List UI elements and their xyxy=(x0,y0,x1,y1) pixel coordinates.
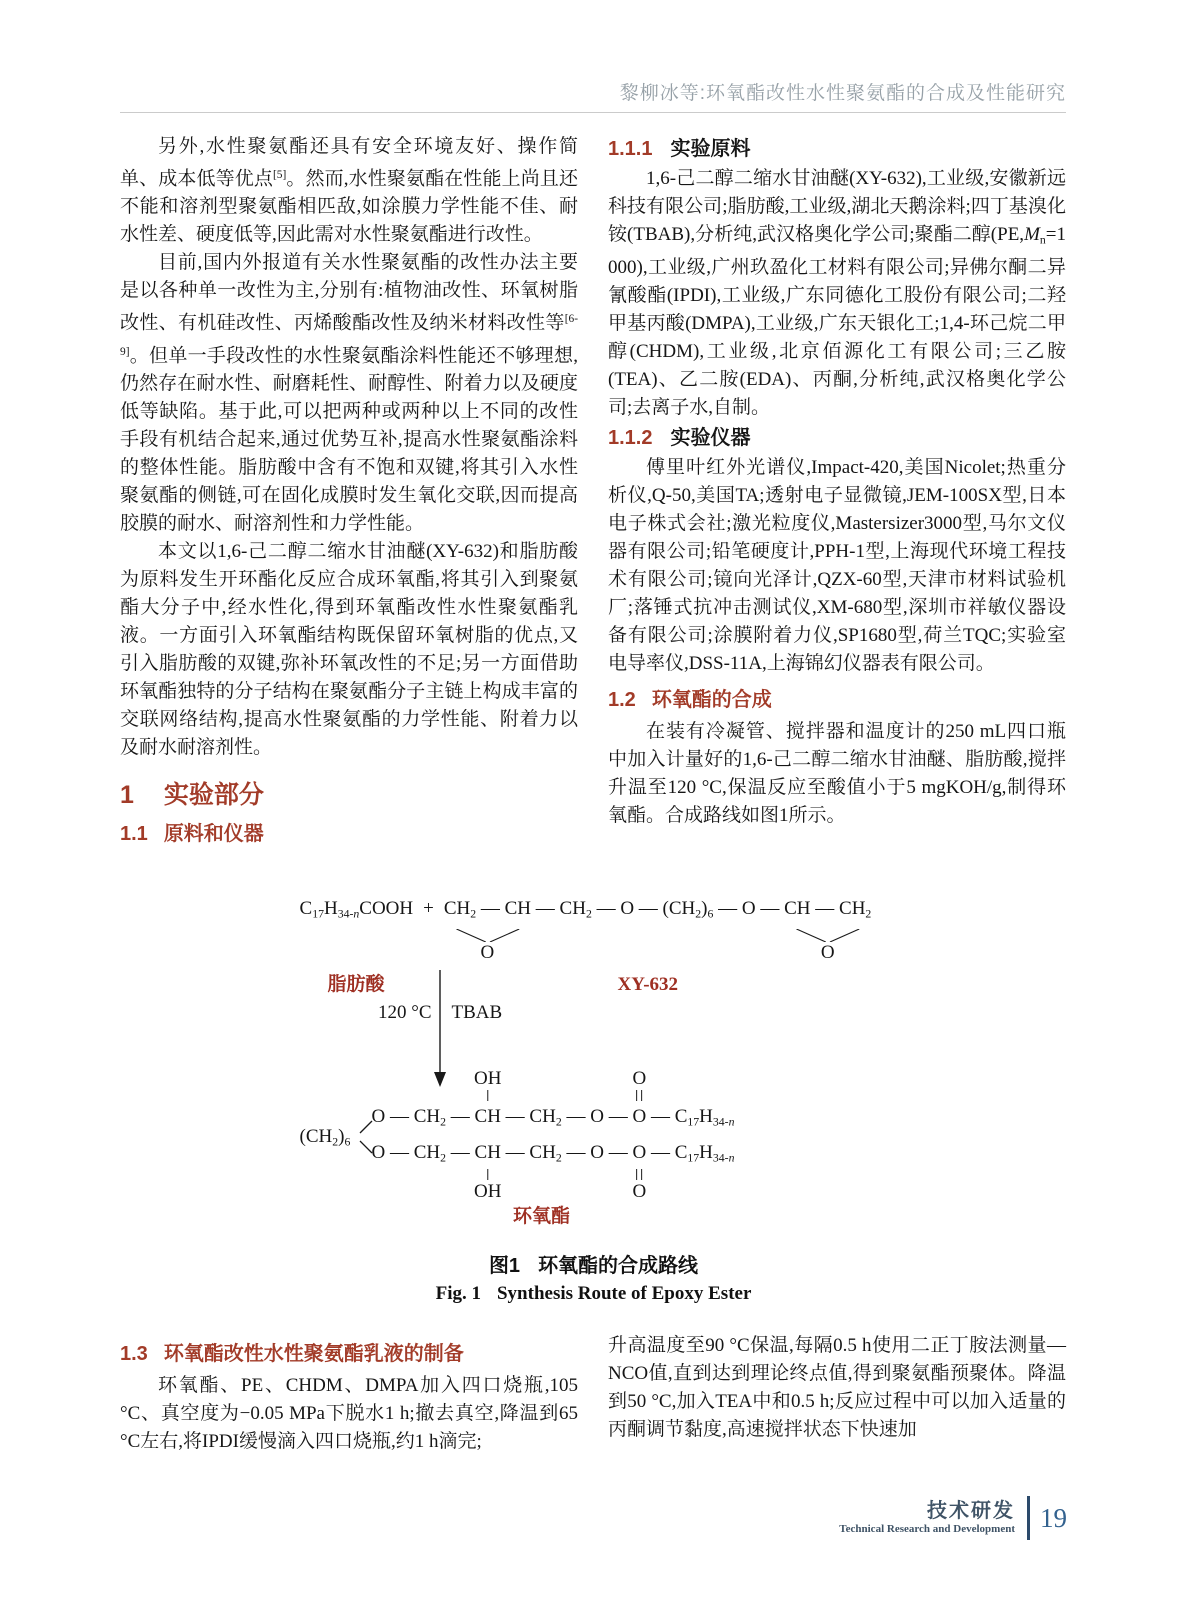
subsection-number: 1.1 xyxy=(120,822,148,845)
ester-oxygen: O xyxy=(632,1142,647,1163)
running-head: 黎柳冰等:环氧酯改性水性聚氨酯的合成及性能研究 xyxy=(619,83,1066,104)
ester-with-carbonyl xyxy=(632,1140,647,1202)
subsubsection-heading-instruments xyxy=(608,424,1066,452)
reaction-temperature: 120 °C xyxy=(377,1002,432,1023)
product-top-chain xyxy=(371,1068,735,1135)
paragraph-intro-advantages: 另外,水性聚氨酯还具有安全环境友好、操作简单、成本低等优点[5]。然而,水性聚氨酯在性能上尚且还不能和溶剂型聚氨酯相匹敌,如涂膜力学性能不佳、耐水性差、硬度低等,因此需对水性聚氨酯进行改性。 xyxy=(120,136,578,246)
ch-atom: CH xyxy=(474,1142,501,1163)
reactants-row xyxy=(299,896,872,964)
header-divider xyxy=(120,112,1066,113)
epoxide-bond-lines xyxy=(793,929,863,942)
carbonyl-oxygen: O xyxy=(632,1068,647,1089)
chain-mid: — CH2 — O — xyxy=(500,1142,633,1165)
figure-title-zh: 环氧酯的合成路线 xyxy=(538,1255,699,1277)
carbonyl-oxygen: O xyxy=(632,1181,647,1202)
page-footer xyxy=(839,1496,1067,1540)
ch-with-hydroxyl xyxy=(473,1140,502,1202)
figure1 xyxy=(0,888,1187,1305)
paragraph-modification-methods: 目前,国内外报道有关水性聚氨酯的改性办法主要是以各种单一改性为主,分别有:植物油改性、环氧树脂改性、有机硅改性、丙烯酸酯改性及纳米材料改性等[6-9]。但单一手段改性的水性聚氨酯涂料性能还不够理想,仍然存在耐水性、耐磨耗性、耐醇性、附着力以及硬度低等缺陷。基于此,可以把两种或两种以上不同的改性手段有机结合起来,通过优势互补,提高水性聚氨酯涂料的整体性能。脂肪酸中含有不饱和双键,将其引入水性聚氨酯的侧链,可在固化成膜时发生氧化交联,因而提高胶膜的耐水、耐溶剂性和力学性能。 xyxy=(120,252,578,534)
subsubsection-title: 实验原料 xyxy=(670,138,751,160)
subsection-number: 1.3 xyxy=(120,1343,148,1365)
paragraph-preparation-right: 升高温度至90 °C保温,每隔0.5 h使用二正丁胺法测量—NCO值,直到达到理论终点值,得到聚氨酯预聚体。降温到50 °C,加入TEA中和0.5 h;反应过程中可以加入适量的丙酮调节黏度,高速搅拌状态下快速加 xyxy=(608,1335,1066,1440)
left-column xyxy=(120,133,578,852)
product-bottom-chain xyxy=(371,1140,735,1202)
bottom-columns xyxy=(120,1332,1066,1456)
footer-divider-bar xyxy=(1027,1496,1030,1540)
subsection-title: 环氧酯的合成 xyxy=(651,689,772,712)
epoxide-left-atoms: CH2 — CH xyxy=(443,898,532,921)
hydroxyl-label: OH xyxy=(473,1181,502,1202)
ch-with-hydroxyl xyxy=(473,1068,502,1130)
epoxide-group-left xyxy=(443,896,532,964)
product-label: 环氧酯 xyxy=(512,1206,570,1227)
hexylene-group: (CH2)6 xyxy=(299,1126,351,1149)
ester-with-carbonyl xyxy=(632,1068,647,1130)
subsection-heading-epoxy-ester-synthesis xyxy=(608,686,1066,714)
footer-section-en: Technical Research and Development xyxy=(839,1523,1015,1535)
subsection-title: 原料和仪器 xyxy=(163,822,264,845)
footer-section-zh: 技术研发 xyxy=(927,1500,1015,1522)
paragraph-preparation-left: 环氧酯、PE、CHDM、DMPA加入四口烧瓶,105 °C、真空度为−0.05 MPa下脱水1 h;撤去真空,降温到65 °C左右,将IPDI缓慢滴入四口烧瓶,约1 h滴完; xyxy=(120,1375,578,1452)
subsection-heading-emulsion-preparation xyxy=(120,1340,578,1368)
double-bond xyxy=(636,1169,642,1180)
subsection-heading-materials-instruments xyxy=(120,820,578,848)
chain-middle: — CH2 — O — (CH2)6 — O — xyxy=(531,898,785,921)
figure-label-zh: 图1 xyxy=(488,1255,521,1277)
figure-label-en: Fig. 1 xyxy=(435,1283,481,1304)
xy632-label: XY-632 xyxy=(617,974,679,995)
chain-end: — C17H34-n xyxy=(646,1106,735,1129)
epoxide-group-right xyxy=(784,896,872,964)
plus-sign: + xyxy=(423,898,434,919)
hydroxyl-label: OH xyxy=(473,1068,502,1089)
subsubsection-title: 实验仪器 xyxy=(670,427,751,450)
carbonyl-attachment xyxy=(632,1069,646,1103)
hydroxyl-attachment xyxy=(474,1069,501,1103)
single-bond xyxy=(487,1090,488,1101)
figure1-caption-en xyxy=(0,1283,1187,1305)
double-bond xyxy=(636,1090,642,1101)
single-bond xyxy=(487,1169,488,1180)
subsection-number: 1.2 xyxy=(608,689,636,712)
page-number: 19 xyxy=(1040,1502,1067,1533)
subsubsection-number: 1.1.1 xyxy=(608,138,653,160)
chain-end: — C17H34-n xyxy=(646,1142,735,1165)
hydroxyl-attachment xyxy=(474,1167,501,1201)
fatty-acid-label: 脂肪酸 xyxy=(327,974,385,995)
carbonyl-attachment xyxy=(632,1167,646,1201)
body-columns xyxy=(120,133,1066,852)
bottom-right-column xyxy=(608,1332,1066,1456)
catalyst-label: TBAB xyxy=(451,1002,503,1023)
chain-mid: — CH2 — O — xyxy=(500,1106,633,1129)
figure-title-en: Synthesis Route of Epoxy Ester xyxy=(496,1283,752,1304)
chain-pre: O — CH2 — xyxy=(371,1106,475,1129)
bottom-left-column xyxy=(120,1332,578,1456)
subsubsection-number: 1.1.2 xyxy=(608,427,653,450)
footer-section-block xyxy=(839,1500,1015,1536)
epoxide-oxygen: O xyxy=(820,942,835,964)
section-number: 1 xyxy=(120,780,134,809)
paragraph-synthesis-procedure: 在装有冷凝管、搅拌器和温度计的250 mL四口瓶中加入计量好的1,6-己二醇二缩水甘油醚、脂肪酸,搅拌升温至120 °C,保温反应至酸值小于5 mgKOH/g,制得环氧酯。合成路线如图1所示。 xyxy=(608,721,1066,827)
figure1-reaction-scheme xyxy=(288,888,928,1233)
paragraph-raw-materials: 1,6-己二醇二缩水甘油醚(XY-632),工业级,安徽新远科技有限公司;脂肪酸,工业级,湖北天鹅涂料;四丁基溴化铵(TBAB),分析纯,武汉格奥化学公司;聚酯二醇(PE,Mn=1 000),工业级,广州玖盈化工材料有限公司;异佛尔酮二异氰酸酯(IPDI),工业级,广东同德化工股份有限公司;二羟甲基丙酸(DMPA),工业级,广东天银化工;1,4-环己烷二甲醇(CHDM),工业级,北京佰源化工有限公司;三乙胺(TEA)、乙二胺(EDA)、丙酮,分析纯,武汉格奥化学公司;去离子水,自制。 xyxy=(608,168,1066,419)
section-title: 实验部分 xyxy=(163,780,264,809)
paragraph-instruments: 傅里叶红外光谱仪,Impact-420,美国Nicolet;热重分析仪,Q-50,美国TA;透射电子显微镜,JEM-100SX型,日本电子株式会社;激光粒度仪,Mastersizer3000型,马尔文仪器有限公司;铅笔硬度计,PPH-1型,上海现代环境工程技术有限公司;镜向光泽计,QZX-60型,天津市材料试验机厂;落锤式抗冲击测试仪,XM-680型,深圳市祥敏仪器设备有限公司;涂膜附着力仪,SP1680型,荷兰TQC;实验室电导率仪,DSS-11A,上海锦幻仪器表有限公司。 xyxy=(608,457,1066,675)
subsubsection-heading-raw-materials xyxy=(608,135,1066,163)
figure1-caption-zh xyxy=(0,1249,1187,1278)
epoxide-right-atoms: CH — CH2 xyxy=(784,898,872,921)
section-heading-experimental xyxy=(120,780,578,810)
right-column xyxy=(608,133,1066,852)
subsection-title: 环氧酯改性水性聚氨酯乳液的制备 xyxy=(163,1343,464,1365)
chain-pre: O — CH2 — xyxy=(371,1142,475,1165)
paragraph-this-work: 本文以1,6-己二醇二缩水甘油醚(XY-632)和脂肪酸为原料发生开环酯化反应合成环氧酯,将其引入到聚氨酯大分子中,经水性化,得到环氧酯改性水性聚氨酯乳液。一方面引入环氧酯结构既保留环氧树脂的优点,又引入脂肪酸的双键,弥补环氧改性的不足;另一方面借助环氧酯独特的分子结构在聚氨酯分子主链上构成丰富的交联网络结构,提高水性聚氨酯的力学性能、附着力以及耐水耐溶剂性。 xyxy=(120,540,578,758)
epoxide-bond-lines xyxy=(453,929,523,942)
ch-atom: CH xyxy=(474,1106,501,1127)
fatty-acid-formula: C17H34-nCOOH xyxy=(299,898,414,921)
epoxide-oxygen: O xyxy=(480,942,495,964)
ester-oxygen: O xyxy=(632,1106,647,1127)
